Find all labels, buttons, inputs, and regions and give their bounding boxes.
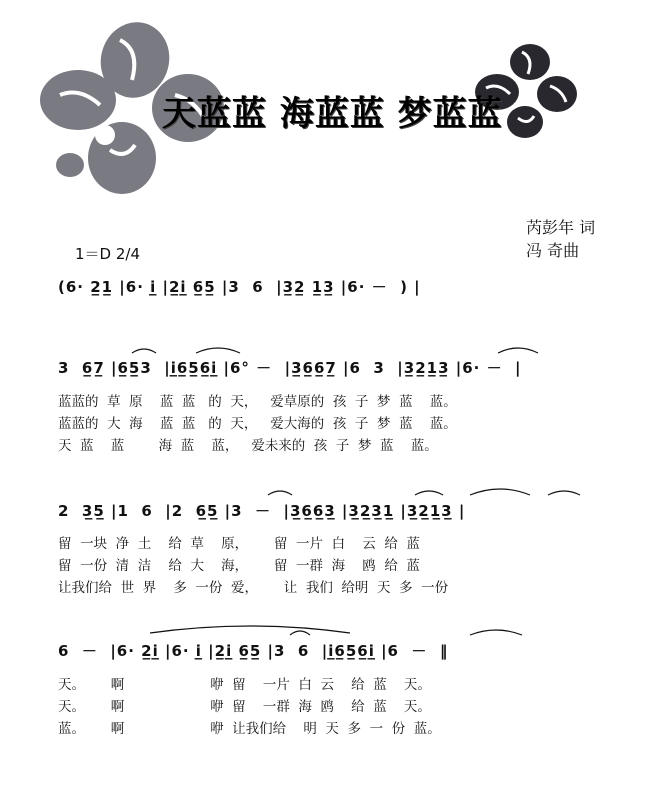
lyricist-credit: 芮彭年 词 <box>526 218 596 237</box>
slur <box>196 348 240 353</box>
system3-lyric-line-2: 天。 啊 咿 留 一群 海 鸥 给 蓝 天。 <box>58 699 431 715</box>
system3-lyric-line-1: 天。 啊 咿 留 一片 白 云 给 蓝 天。 <box>58 677 431 693</box>
credits <box>526 216 595 262</box>
intro-notes: (6· 2̲1̲ |6· i̲ |2̲i̲ 6̲5̲ |3 6 |3̲2̲ 1̲3̲ |6· － ) | <box>58 278 421 296</box>
system1-notes: 3 6̲7̲ |6̲5̲3 |i̲6̲5̲6̲i̲ |6° － |3̲6̲6̲7̲ |6 3 |3̲2̲1̲3̲ |6· － | <box>58 359 522 377</box>
system2-lyric-line-3: 让我们给 世 界 多 一份 爱， 让 我们 给明 天 多 一份 <box>58 580 449 596</box>
system2-lyric-line-1: 留 一块 净 土 给 草 原， 留 一片 白 云 给 蓝 <box>58 536 420 552</box>
system2-notes: 2 3̲5̲ |1 6 |2 6̲5̲ |3 － |3̲6̲6̲3̲ |3̲2̲3̲1̲ |3̲2̲1̲3̲ | <box>58 502 466 520</box>
tie <box>150 626 350 633</box>
petal-right <box>537 76 577 112</box>
slur <box>132 349 156 353</box>
slur <box>268 491 292 495</box>
song-title: 天蓝蓝 海蓝蓝 梦蓝蓝 <box>162 94 503 134</box>
system2-lyric-line-2: 留 一份 清 洁 给 大 海， 留 一群 海 鸥 给 蓝 <box>58 558 420 574</box>
slur <box>470 489 530 495</box>
key-signature: 1＝D 2/4 <box>75 245 141 263</box>
slur <box>498 348 538 353</box>
slur <box>290 631 310 635</box>
system1-lyric-line-1: 蓝蓝的 草 原 蓝 蓝 的 天， 爱草原的 孩 子 梦 蓝 蓝。 <box>58 394 457 410</box>
system1-lyric-line-2: 蓝蓝的 大 海 蓝 蓝 的 天， 爱大海的 孩 子 梦 蓝 蓝。 <box>58 416 457 432</box>
slur <box>548 491 580 495</box>
system3-notes: 6 － |6· 2̲i̲ |6· i̲ |2̲i̲ 6̲5̲ |3 6 |i̲6̲5̲6̲i̲ |6 － ‖ <box>58 642 449 660</box>
composer-credit: 冯 奇曲 <box>526 241 580 260</box>
slur <box>470 630 522 635</box>
slur <box>415 491 443 495</box>
system3-lyric-line-3: 蓝。 啊 咿 让我们给 明 天 多 一 份 蓝。 <box>58 721 441 737</box>
system1-lyric-line-3: 天 蓝 蓝 海 蓝 蓝， 爱未来的 孩 子 梦 蓝 蓝。 <box>58 438 438 454</box>
petal-left <box>40 70 116 130</box>
